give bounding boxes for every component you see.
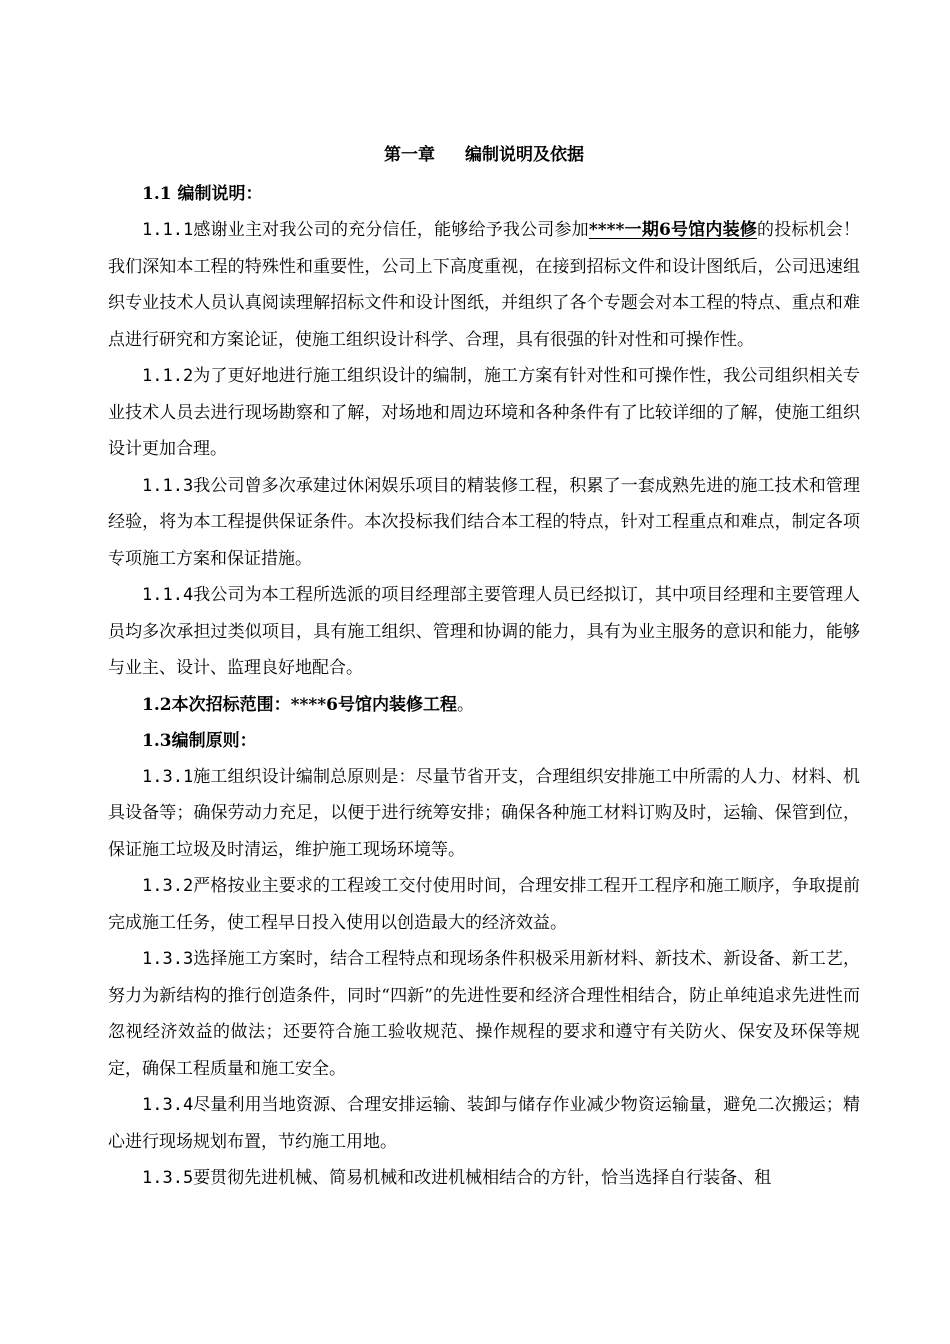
paragraph-number: 1.1.4 — [142, 585, 194, 605]
section-heading-1-1: 1.1 编制说明： — [142, 184, 263, 204]
paragraph-1-3-5 — [108, 1160, 860, 1197]
paragraph-number: 1.3.1 — [142, 766, 194, 787]
section-heading-1-2-trailing: 。 — [456, 694, 474, 715]
paragraph-number: 1.3.5 — [142, 1168, 194, 1188]
paragraph-1-3-2 — [108, 868, 860, 941]
chapter-title — [108, 140, 860, 170]
paragraph-1-1-1 — [108, 212, 860, 358]
section-heading-1-2 — [108, 687, 860, 723]
paragraph-text: 严格按业主要求的工程竣工交付使用时间，合理安排工程开工程序和施工顺序，争取提前完成施工任务，使工程早日投入使用以创造最大的经济效益。 — [108, 876, 860, 933]
paragraph-1-1-2 — [108, 358, 860, 468]
paragraph-text: 选择施工方案时，结合工程特点和现场条件积极采用新材料、新技术、新设备、新工艺，努力为新结构的推行创造条件，同时“四新”的先进性要和经济合理性相结合，防止单纯追求先进性而忽视经济效益的做法；还要符合施工验收规范、操作规程的要求和遵守有关防火、保安及环保等规定，确保工程质量和施工安全。 — [108, 949, 860, 1079]
paragraph-1-3-4 — [108, 1087, 860, 1160]
paragraph-number: 1.3.4 — [142, 1095, 194, 1115]
paragraph-number: 1.1.3 — [142, 475, 194, 496]
paragraph-text: 我公司曾多次承建过休闲娱乐项目的精装修工程，积累了一套成熟先进的施工技术和管理经验，将为本工程提供保证条件。本次投标我们结合本工程的特点，针对工程重点和难点，制定各项专项施工方案和保证措施。 — [108, 475, 860, 569]
paragraph-text: 尽量利用当地资源、合理安排运输、装卸与储存作业减少物资运输量，避免二次搬运；精心进行现场规划布置，节约施工用地。 — [108, 1095, 860, 1152]
paragraph-text-before: 感谢业主对我公司的充分信任，能够给予我公司参加 — [193, 220, 589, 240]
paragraph-text-after: 的投标机会！我们深知本工程的特殊性和重要性，公司上下高度重视，在接到招标文件和设计图纸后，公司迅速组织专业技术人员认真阅读理解招标文件和设计图纸，并组织了各个专题会对本工程的特点、重点和难点进行研究和方案论证，使施工组织设计科学、合理，具有很强的针对性和可操作性。 — [108, 220, 861, 350]
paragraph-1-1-4 — [108, 577, 860, 687]
paragraph-1-3-3 — [108, 941, 860, 1087]
section-heading-1-3: 1.3编制原则： — [142, 730, 257, 751]
project-name-emphasis: ****一期6号馆内装修 — [588, 220, 758, 240]
chapter-name: 编制说明及依据 — [465, 145, 584, 165]
paragraph-number: 1.1.2 — [142, 366, 194, 386]
paragraph-number: 1.3.2 — [142, 876, 194, 896]
paragraph-number: 1.3.3 — [142, 949, 194, 969]
paragraph-text: 要贯彻先进机械、简易机械和改进机械相结合的方针，恰当选择自行装备、租 — [193, 1168, 772, 1188]
document-body — [108, 140, 860, 1197]
paragraph-number: 1.1.1 — [142, 220, 194, 240]
paragraph-text: 为了更好地进行施工组织设计的编制，施工方案有针对性和可操作性，我公司组织相关专业技术人员去进行现场勘察和了解，对场地和周边环境和各种条件有了比较详细的了解，使施工组织设计更加合理。 — [108, 366, 860, 459]
paragraph-text: 我公司为本工程所选派的项目经理部主要管理人员已经拟订，其中项目经理和主要管理人员均多次承担过类似项目，具有施工组织、管理和协调的能力，具有为业主服务的意识和能力，能够与业主、设计、监理良好地配合。 — [108, 585, 860, 678]
paragraph-1-3-1 — [108, 759, 860, 869]
paragraph-text: 施工组织设计编制总原则是：尽量节省开支，合理组织安排施工中所需的人力、材料、机具设备等；确保劳动力充足，以便于进行统筹安排；确保各种施工材料订购及时，运输、保管到位，保证施工垃圾及时清运，维护施工现场环境等。 — [108, 766, 860, 860]
chapter-label: 第一章 — [384, 145, 435, 165]
section-heading-1-2-text: 1.2本次招标范围：****6号馆内装修工程 — [142, 694, 457, 715]
paragraph-1-1-3 — [108, 468, 860, 578]
